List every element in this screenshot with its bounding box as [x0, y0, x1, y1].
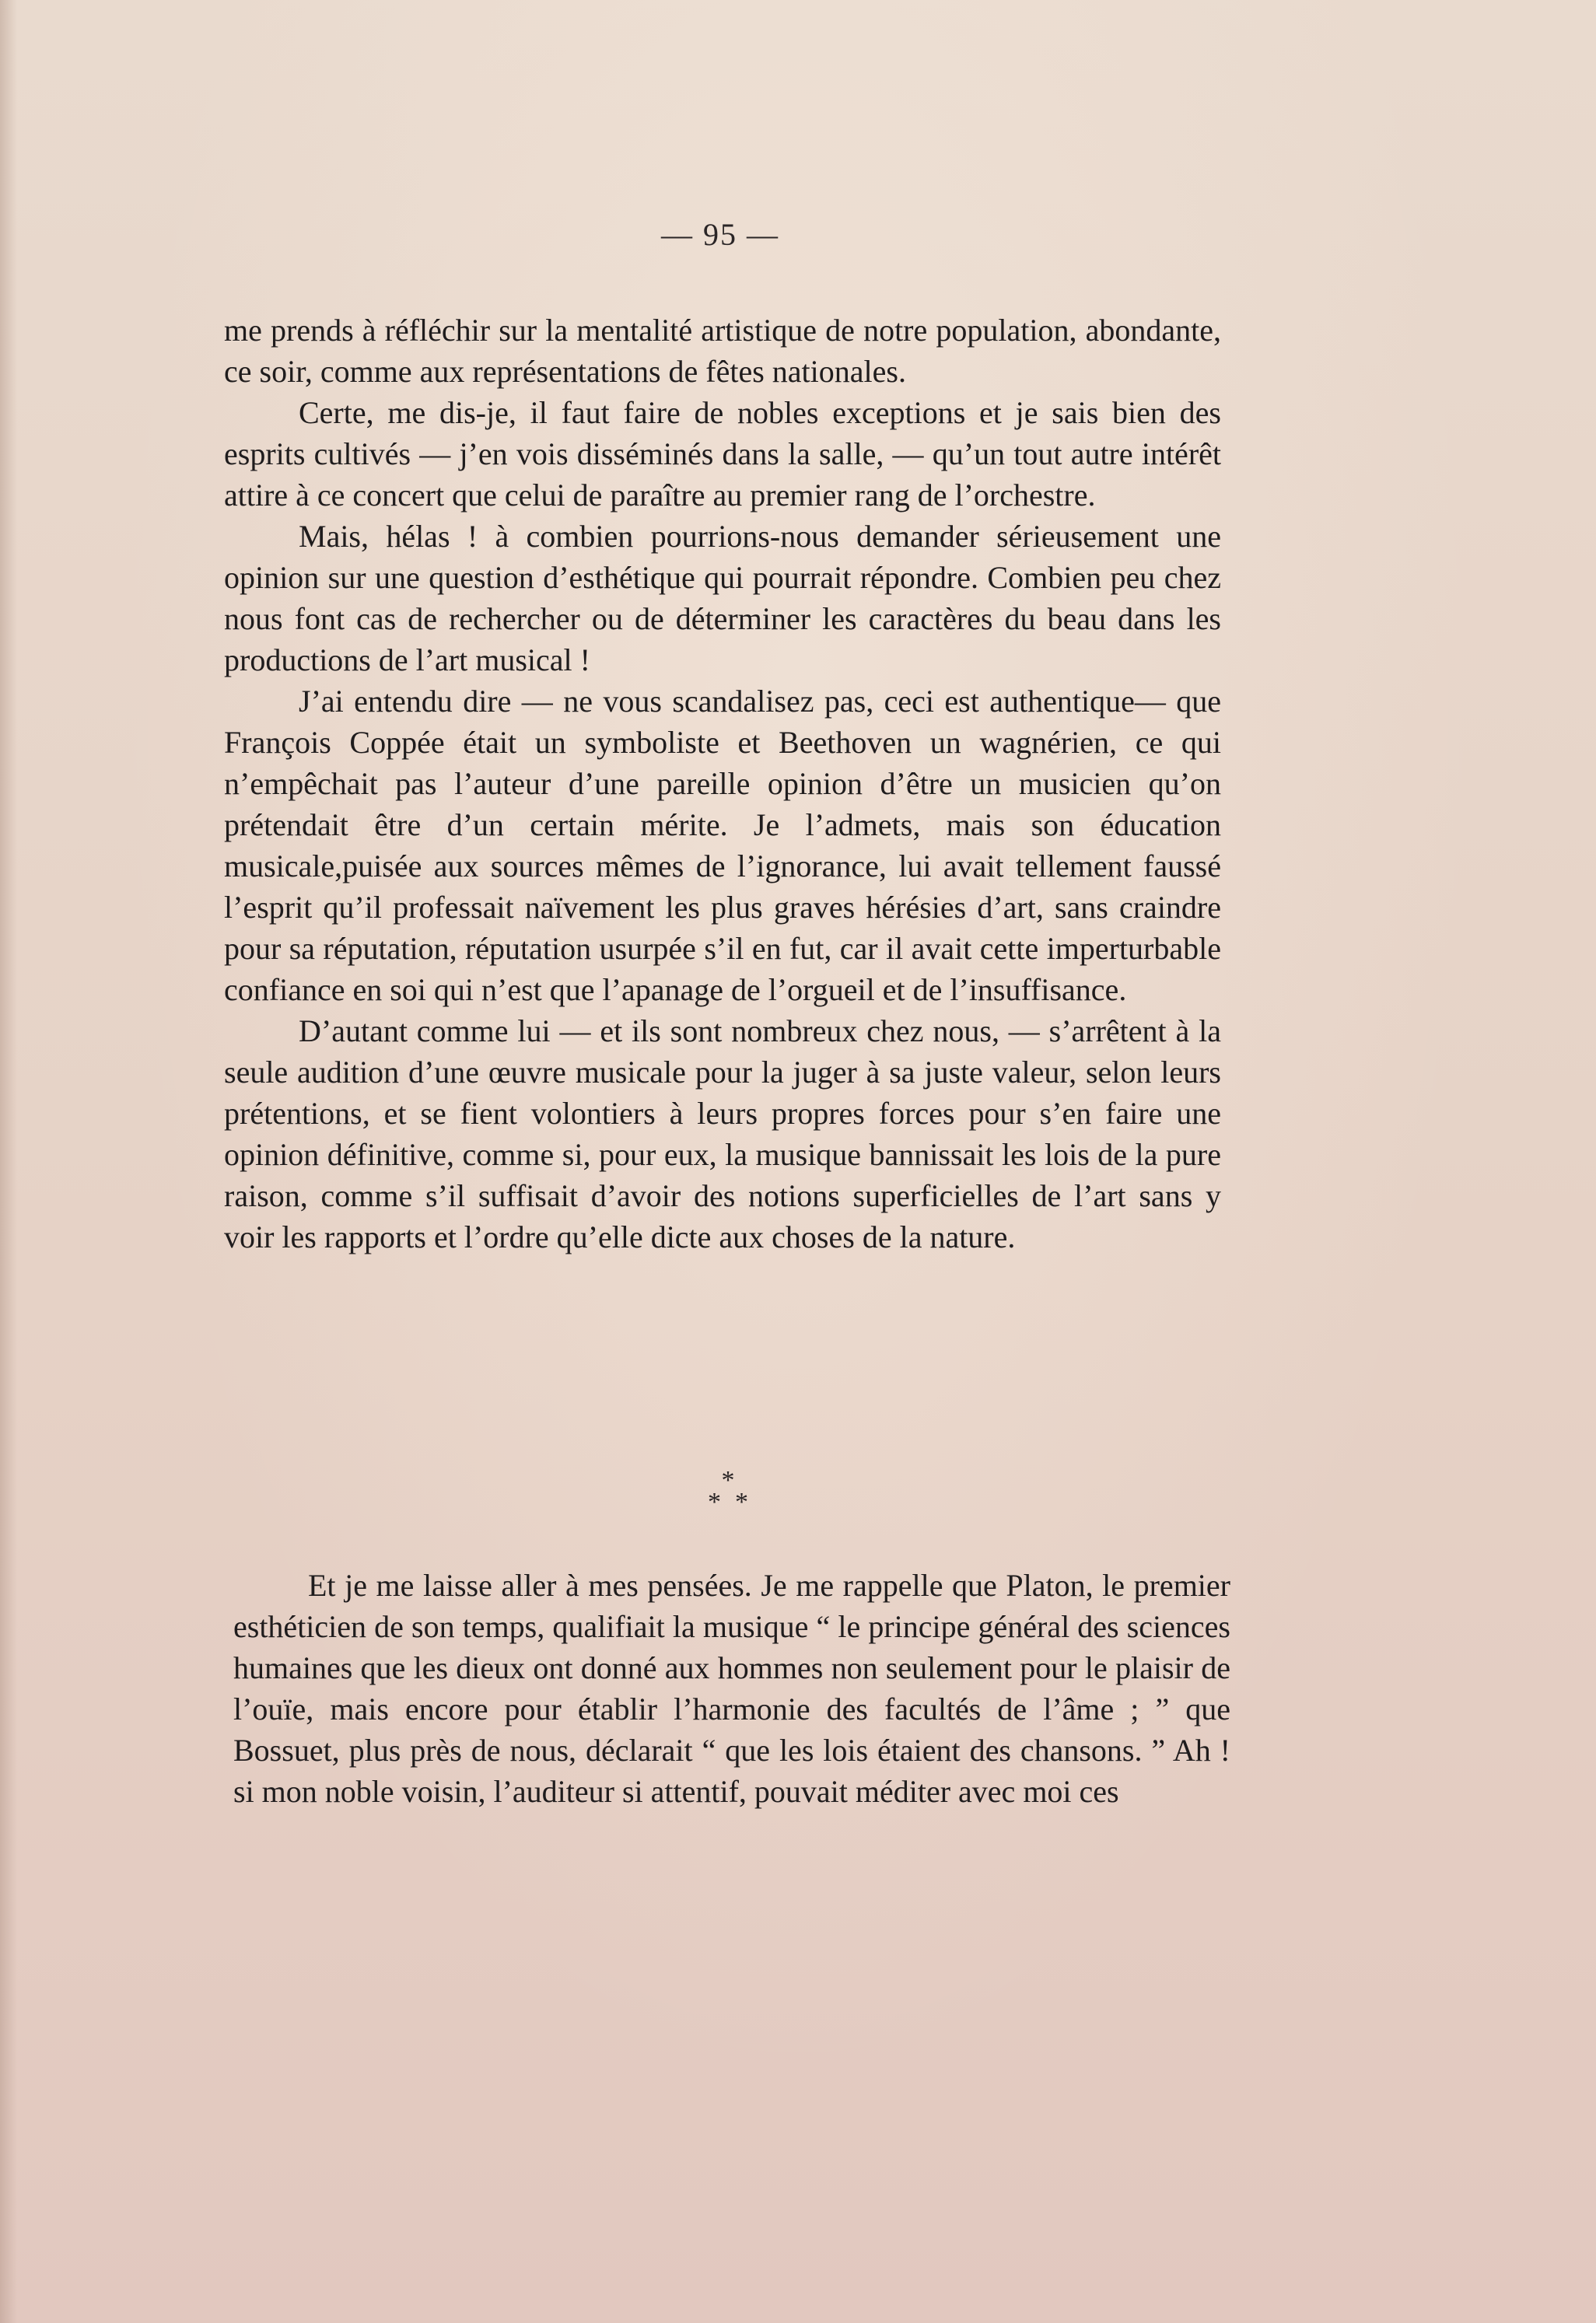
- paragraph: Et je me laisse aller à mes pensées. Je me rappelle que Platon, le premier esthéticien de son temps, qualifiait la musique “ le principe général des sciences humaines que les dieux ont donné aux hommes non seulement pour le plaisir de l’ouïe, mais encore pour établir l’harmonie des facultés de l’âme ; ” que Bossuet, plus près de nous, déclarait “ que les lois étaient des chansons. ” Ah ! si mon noble voisin, l’auditeur si attentif, pouvait méditer avec moi ces: [233, 1568, 1230, 1809]
- paragraph: J’ai entendu dire — ne vous scandalisez pas, ceci est authentique— que François Coppée était un symboliste et Beethoven un wagnérien, ce qui n’empêchait pas l’auteur d’une pareille opinion d’être un musicien qu’on prétendait être d’un certain mérite. Je l’admets, mais son éducation musicale,puisée aux sources mêmes de l’ignorance, lui avait tellement faussé l’esprit qu’il professait naïvement les plus graves hérésies d’art, sans craindre pour sa réputation, réputation usurpée s’il en fut, car il avait cette imperturbable confiance en soi qui n’est que l’apanage de l’orgueil et de l’insuffisance.: [224, 684, 1221, 1007]
- asterism-separator: [0, 1466, 1456, 1517]
- page-number: — 95 —: [661, 217, 779, 252]
- paragraph: Certe, me dis-je, il faut faire de nobles exceptions et je sais bien des esprits cultivés — j’en vois disséminés dans la salle, — qu’un tout autre intérêt attire à ce concert que celui de paraître au premier rang de l’orchestre.: [224, 395, 1221, 513]
- asterism-bottom: **: [708, 1488, 762, 1517]
- page-gutter-shadow: [0, 0, 17, 2323]
- asterism-top: *: [721, 1466, 735, 1495]
- paragraph: Mais, hélas ! à combien pourrions-nous demander sérieusement une opinion sur une question d’esthétique qui pourrait répondre. Combien peu chez nous font cas de rechercher ou de déterminer les caractères du beau dans les productions de l’art musical !: [224, 519, 1221, 677]
- paragraph: D’autant comme lui — et ils sont nombreux chez nous, — s’arrêtent à la seule audition d’une œuvre musicale pour la juger à sa juste valeur, selon leurs prétentions, et se fient volontiers à leurs propres forces pour s’en faire une opinion définitive, comme si, pour eux, la musique bannissait les lois de la pure raison, comme s’il suffisait d’avoir des notions superficielles de l’art sans y voir les rapports et l’ordre qu’elle dicte aux choses de la nature.: [224, 1013, 1221, 1254]
- body-text-section-one: [224, 310, 1221, 1258]
- paragraph: me prends à réfléchir sur la mentalité artistique de notre population, abondante, ce soir, comme aux représentations de fêtes nationales.: [224, 313, 1221, 389]
- body-text-section-two: [233, 1565, 1230, 1812]
